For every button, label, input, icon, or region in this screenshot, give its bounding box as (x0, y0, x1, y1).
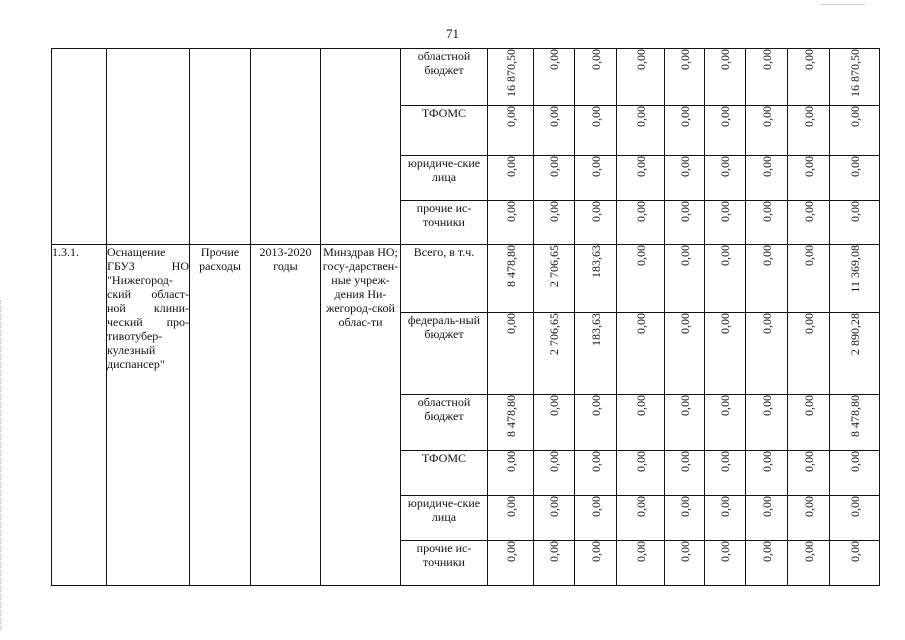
value-text: 0,00 (503, 201, 518, 222)
value-cell (705, 245, 746, 313)
value-cell (746, 451, 788, 496)
value-text: 11 369,08 (847, 245, 862, 293)
value-text: 8 478,80 (847, 395, 862, 437)
value-cell (788, 313, 830, 395)
value-cell (575, 395, 617, 451)
value-cell (705, 106, 746, 156)
value-cell (665, 245, 705, 313)
value-cell (617, 156, 665, 201)
value-cell (534, 156, 575, 201)
value-cell (788, 245, 830, 313)
value-cell (705, 395, 746, 451)
item-name: Оснащение ГБУЗ НО "Нижегород-ский област-ной клини-ческий про-тивотубер-кулезный диспансер" (107, 245, 190, 586)
funding-source-cell: прочие ис-точники (401, 201, 488, 245)
value-text: 16 870,50 (503, 49, 518, 97)
value-text: 0,00 (718, 395, 732, 416)
value-cell (830, 496, 880, 541)
value-cell (665, 395, 705, 451)
value-text: 0,00 (503, 541, 518, 562)
value-text: 0,00 (718, 451, 732, 472)
value-cell (534, 496, 575, 541)
value-cell (617, 496, 665, 541)
item-responsible: Минздрав НО; госу-дарствен-ные учреж-дения Ни-жегород-ской облас-ти (321, 245, 401, 586)
value-cell (705, 201, 746, 245)
value-cell (665, 541, 705, 586)
value-cell (830, 156, 880, 201)
value-cell (534, 541, 575, 586)
value-cell (705, 541, 746, 586)
value-text: 0,00 (547, 496, 561, 517)
value-cell (575, 245, 617, 313)
value-text: 0,00 (801, 106, 816, 127)
value-cell (705, 496, 746, 541)
funding-source-cell: юридиче-ские лица (401, 496, 488, 541)
value-text: 0,00 (677, 245, 692, 266)
value-cell (488, 156, 534, 201)
value-cell (705, 313, 746, 395)
value-cell (575, 313, 617, 395)
value-cell (488, 106, 534, 156)
value-cell (488, 395, 534, 451)
value-cell (575, 156, 617, 201)
funding-source-cell: федераль-ный бюджет (401, 313, 488, 395)
value-text: 0,00 (677, 395, 692, 416)
value-cell (830, 395, 880, 451)
value-text: 0,00 (718, 245, 732, 266)
value-text: 0,00 (801, 245, 816, 266)
value-cell (534, 106, 575, 156)
value-text: 0,00 (801, 451, 816, 472)
value-text: 0,00 (759, 201, 774, 222)
scan-corner-mark (821, 4, 865, 5)
value-text: 0,00 (801, 156, 816, 177)
funding-source-cell: юридиче-ские лица (401, 156, 488, 201)
value-text: 0,00 (847, 201, 862, 222)
value-cell (746, 49, 788, 106)
value-cell (488, 201, 534, 245)
value-text: 0,00 (718, 541, 732, 562)
value-text: 0,00 (633, 201, 648, 222)
value-cell (746, 395, 788, 451)
value-cell (575, 106, 617, 156)
value-text: 183,63 (588, 313, 603, 346)
value-text: 0,00 (718, 313, 732, 334)
value-text: 0,00 (503, 156, 518, 177)
funding-source-cell: ТФОМС (401, 451, 488, 496)
value-text: 0,00 (718, 156, 732, 177)
value-text: 0,00 (547, 201, 561, 222)
value-text: 0,00 (847, 541, 862, 562)
value-cell (665, 156, 705, 201)
value-text: 0,00 (547, 49, 561, 70)
value-text: 0,00 (759, 313, 774, 334)
value-text: 0,00 (547, 541, 561, 562)
value-cell (575, 541, 617, 586)
value-cell (575, 201, 617, 245)
value-text: 0,00 (588, 106, 603, 127)
value-text: 0,00 (633, 541, 648, 562)
value-cell (617, 245, 665, 313)
value-cell (534, 395, 575, 451)
value-cell (488, 313, 534, 395)
value-text: 0,00 (547, 156, 561, 177)
value-text: 0,00 (547, 451, 561, 472)
item-number: 1.3.1. (52, 245, 107, 586)
value-text: 0,00 (801, 496, 816, 517)
value-cell (788, 49, 830, 106)
value-cell (830, 106, 880, 156)
funding-source-cell: прочие ис-точники (401, 541, 488, 586)
value-text: 16 870,50 (847, 49, 862, 97)
value-cell (488, 451, 534, 496)
value-cell (746, 496, 788, 541)
blank-name-cell (107, 49, 190, 245)
value-cell (665, 49, 705, 106)
value-cell (617, 313, 665, 395)
value-text: 0,00 (677, 541, 692, 562)
value-text: 0,00 (588, 451, 603, 472)
value-cell (788, 106, 830, 156)
value-cell (575, 49, 617, 106)
value-cell (746, 245, 788, 313)
value-text: 0,00 (547, 395, 561, 416)
blank-years-cell (251, 49, 321, 245)
blank-number-cell (52, 49, 107, 245)
value-text: 0,00 (847, 496, 862, 517)
value-text: 2 706,65 (547, 313, 561, 355)
value-text: 0,00 (677, 106, 692, 127)
value-text: 0,00 (633, 395, 648, 416)
blank-responsible-cell (321, 49, 401, 245)
value-text: 0,00 (847, 451, 862, 472)
value-cell (830, 451, 880, 496)
value-text: 0,00 (503, 451, 518, 472)
value-text: 0,00 (633, 49, 648, 70)
value-text: 0,00 (633, 245, 648, 266)
budget-table (51, 48, 880, 586)
value-cell (665, 496, 705, 541)
value-cell (788, 496, 830, 541)
value-text: 0,00 (503, 496, 518, 517)
value-text: 0,00 (588, 496, 603, 517)
value-text: 8 478,80 (503, 395, 518, 437)
value-text: 0,00 (547, 106, 561, 127)
value-cell (534, 245, 575, 313)
value-text: 0,00 (718, 49, 732, 70)
value-cell (705, 49, 746, 106)
value-text: 2 706,65 (547, 245, 561, 287)
value-cell (617, 541, 665, 586)
value-text: 0,00 (633, 313, 648, 334)
value-cell (575, 496, 617, 541)
item-years: 2013-2020 годы (251, 245, 321, 586)
value-cell (830, 541, 880, 586)
value-cell (788, 156, 830, 201)
value-cell (534, 201, 575, 245)
value-cell (830, 201, 880, 245)
value-cell (746, 156, 788, 201)
value-text: 0,00 (503, 313, 518, 334)
value-cell (746, 313, 788, 395)
value-text: 0,00 (588, 201, 603, 222)
table-row (52, 49, 880, 106)
value-cell (665, 106, 705, 156)
value-text: 0,00 (801, 395, 816, 416)
value-cell (617, 451, 665, 496)
value-text: 0,00 (718, 201, 732, 222)
value-cell (665, 313, 705, 395)
value-text: 0,00 (633, 156, 648, 177)
value-cell (665, 451, 705, 496)
value-text: 0,00 (759, 451, 774, 472)
value-text: 0,00 (588, 395, 603, 416)
value-text: 0,00 (588, 49, 603, 70)
value-cell (746, 201, 788, 245)
value-cell (830, 313, 880, 395)
value-cell (788, 541, 830, 586)
value-cell (617, 49, 665, 106)
value-cell (488, 496, 534, 541)
value-text: 0,00 (759, 541, 774, 562)
funding-source-cell: областной бюджет (401, 395, 488, 451)
value-cell (534, 49, 575, 106)
value-text: 0,00 (677, 201, 692, 222)
funding-source-cell: Всего, в т.ч. (401, 245, 488, 313)
value-cell (534, 313, 575, 395)
value-text: 0,00 (759, 245, 774, 266)
value-cell (534, 451, 575, 496)
value-text: 0,00 (801, 201, 816, 222)
value-text: 0,00 (677, 451, 692, 472)
value-cell (788, 395, 830, 451)
value-text: 0,00 (759, 496, 774, 517)
value-text: 0,00 (759, 156, 774, 177)
value-text: 0,00 (759, 106, 774, 127)
value-text: 0,00 (847, 156, 862, 177)
value-text: 0,00 (847, 106, 862, 127)
value-text: 0,00 (677, 313, 692, 334)
value-cell (575, 451, 617, 496)
blank-expense-cell (190, 49, 251, 245)
value-cell (617, 201, 665, 245)
value-cell (788, 201, 830, 245)
value-cell (830, 245, 880, 313)
value-cell (830, 49, 880, 106)
value-text: 0,00 (801, 49, 816, 70)
value-text: 0,00 (718, 496, 732, 517)
funding-source-cell: областной бюджет (401, 49, 488, 106)
scan-edge-artifact (0, 300, 3, 630)
value-text: 0,00 (503, 106, 518, 127)
value-cell (746, 541, 788, 586)
page-number: 71 (446, 26, 459, 41)
value-text: 0,00 (677, 496, 692, 517)
value-text: 0,00 (759, 395, 774, 416)
value-text: 0,00 (718, 106, 732, 127)
value-text: 0,00 (633, 496, 648, 517)
item-expense-type: Прочие расходы (190, 245, 251, 586)
value-text: 0,00 (801, 541, 816, 562)
value-cell (488, 245, 534, 313)
value-cell (488, 541, 534, 586)
value-cell (705, 156, 746, 201)
value-cell (705, 451, 746, 496)
value-text: 0,00 (801, 313, 816, 334)
value-text: 0,00 (633, 106, 648, 127)
table-row (52, 245, 880, 313)
value-cell (746, 106, 788, 156)
value-cell (665, 201, 705, 245)
value-text: 183,63 (588, 245, 603, 278)
value-cell (788, 451, 830, 496)
value-text: 0,00 (677, 49, 692, 70)
value-text: 0,00 (588, 541, 603, 562)
value-cell (488, 49, 534, 106)
value-text: 0,00 (588, 156, 603, 177)
funding-source-cell: ТФОМС (401, 106, 488, 156)
value-text: 0,00 (759, 49, 774, 70)
value-text: 0,00 (677, 156, 692, 177)
value-cell (617, 106, 665, 156)
value-text: 2 890,28 (847, 313, 862, 355)
value-cell (617, 395, 665, 451)
value-text: 0,00 (633, 451, 648, 472)
value-text: 8 478,80 (503, 245, 518, 287)
